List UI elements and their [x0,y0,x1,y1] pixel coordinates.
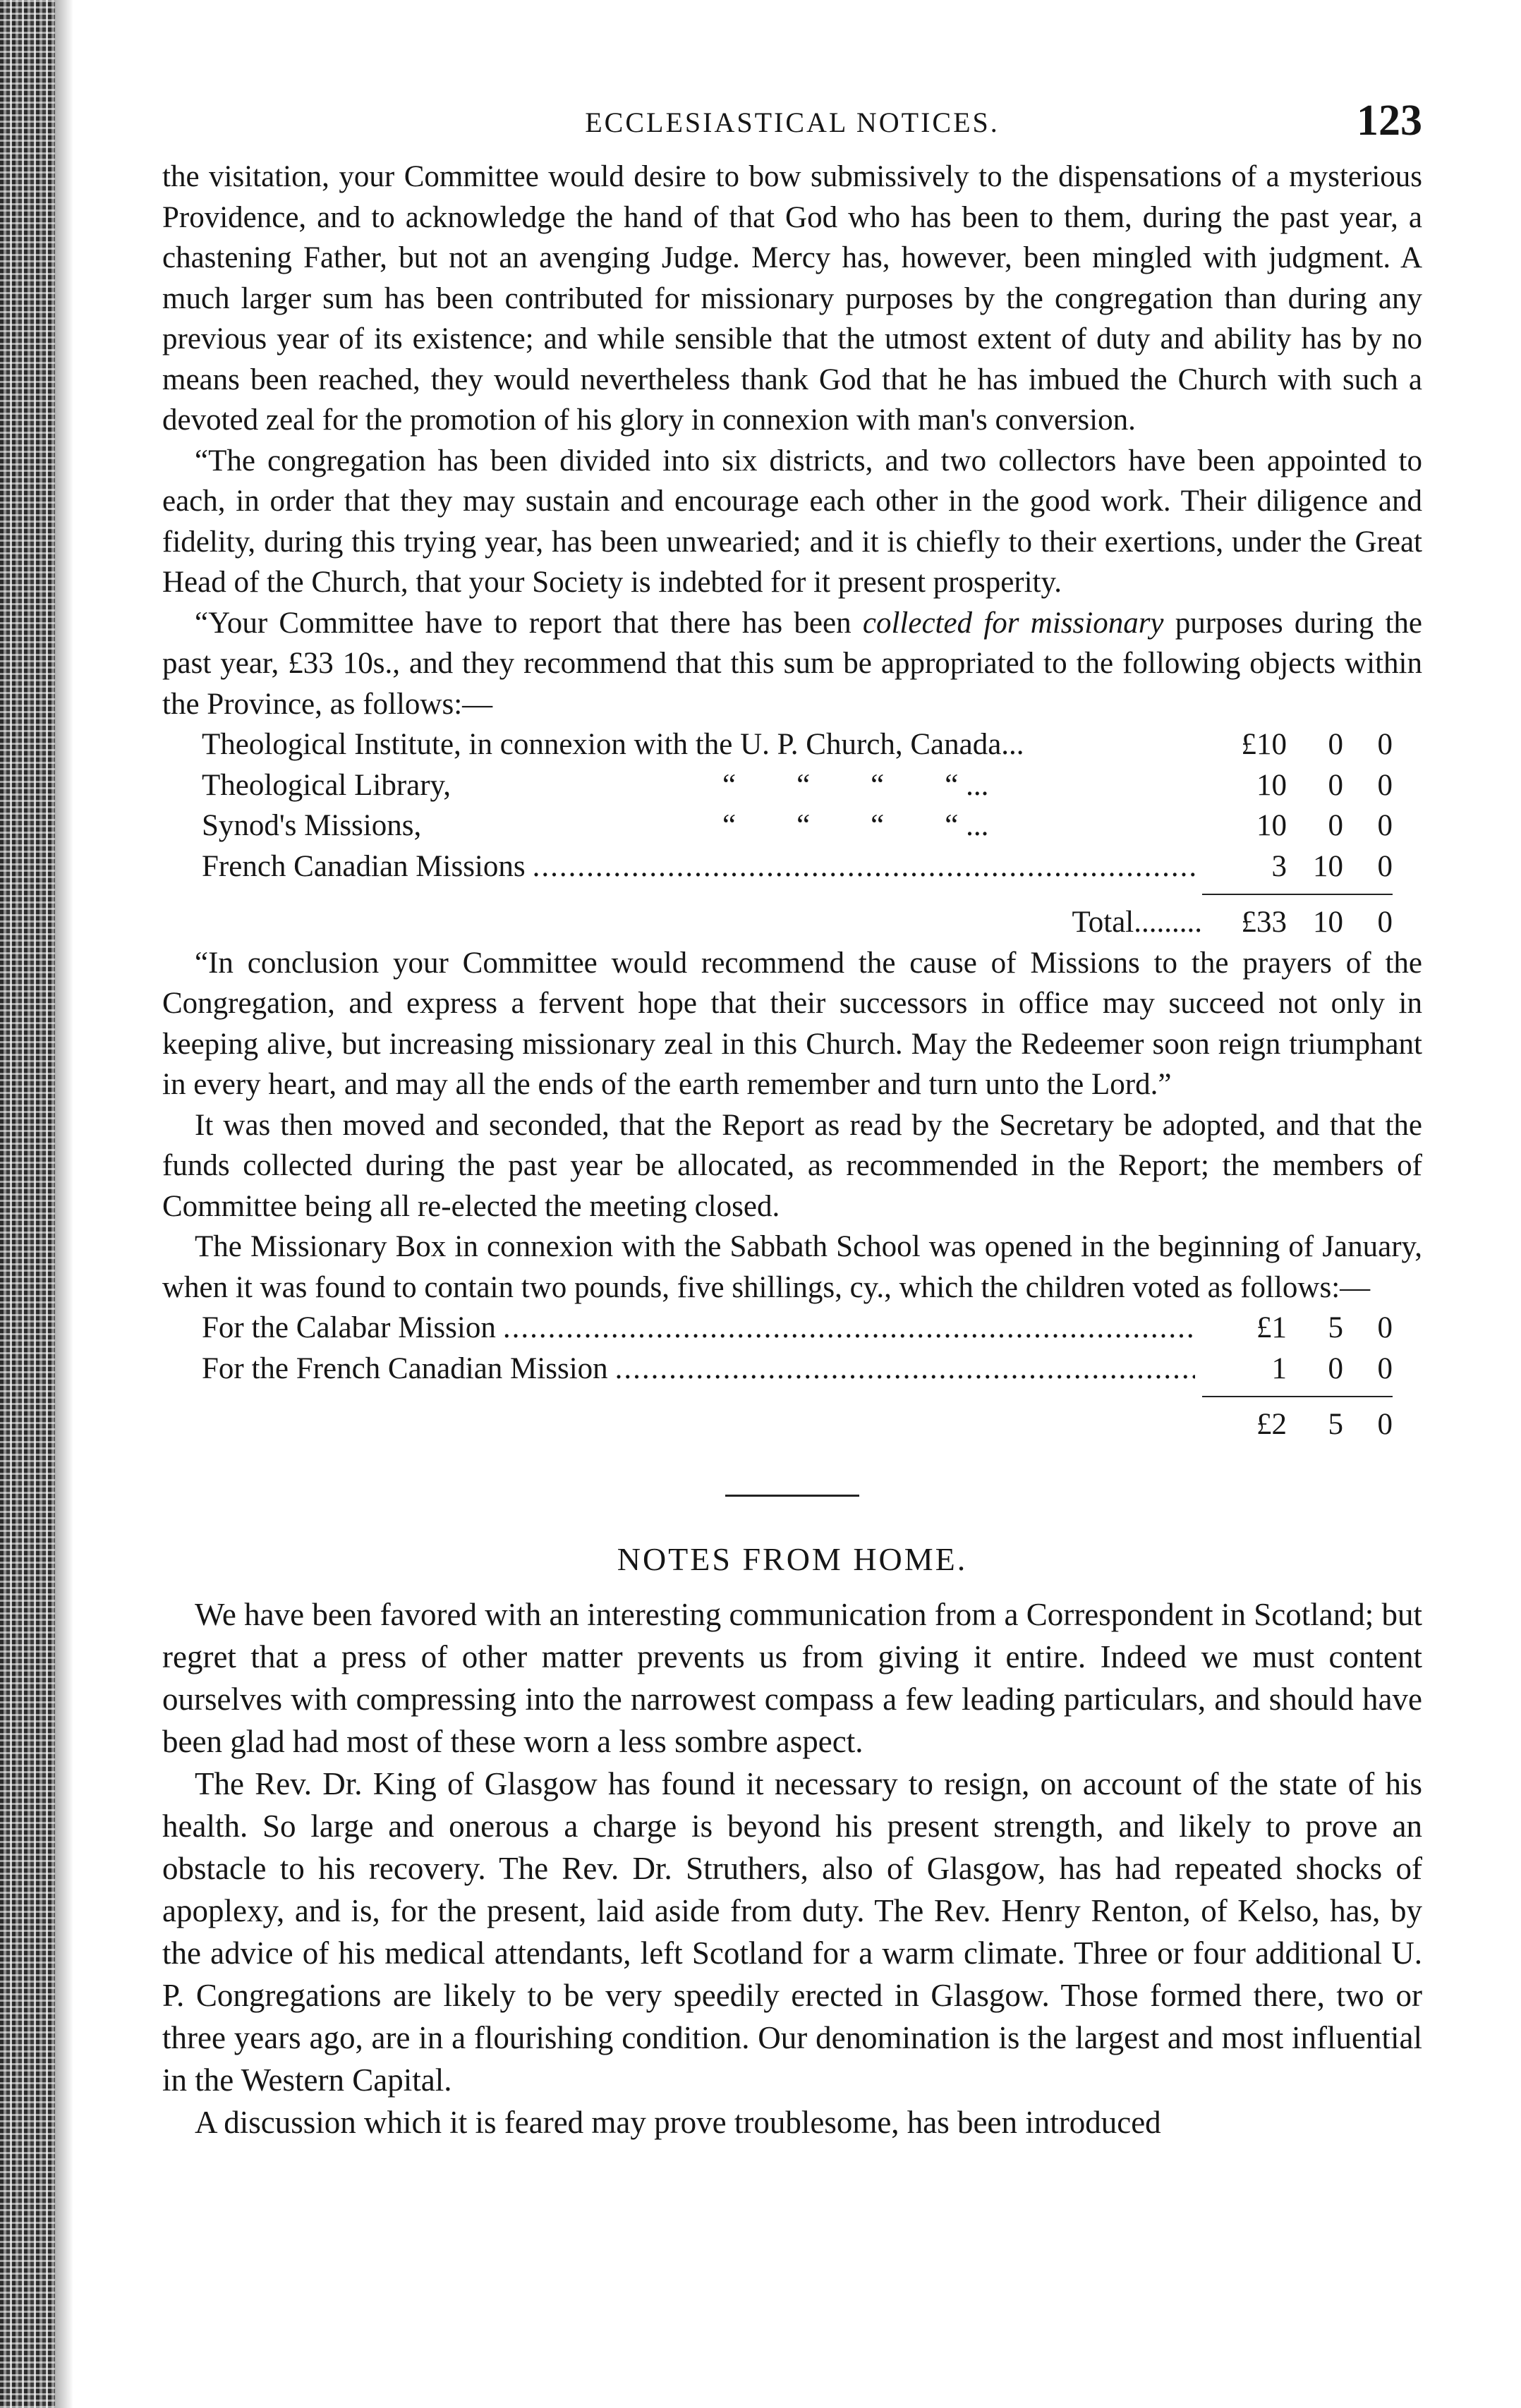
amount-pounds: 10 [1256,809,1287,842]
amount-shillings: 0 [1328,768,1343,802]
allocation-row [202,846,1393,887]
report-paragraph-3-text-b: purposes during the past year, £33 10s., and they recommend that this sum be appropriated to the following objects within the Province, as follows:— [162,606,1422,721]
allocation-label: French Canadian Missions [202,849,526,883]
amount-shillings: 5 [1328,1311,1343,1344]
amount-shillings: 0 [1328,809,1343,842]
total-shillings: 10 [1313,906,1343,939]
amount-shillings: 0 [1328,1351,1343,1385]
total-pounds: £2 [1256,1408,1287,1441]
amount-pence: 0 [1377,849,1393,883]
allocation-row [202,724,1393,765]
section-heading: NOTES FROM HOME. [617,1540,968,1577]
dot-leader [615,1349,1195,1390]
page-number: 123 [1357,97,1422,145]
total-pounds: £33 [1241,906,1287,939]
sabbath-school-row [202,1308,1393,1349]
amount-pence: 0 [1377,728,1393,761]
conclusion-paragraph: “In conclusion your Committee would recommend the cause of Missions to the prayers of the Congregation, and express a fervent hope that their successors in office may succeed not only in keeping alive, but increasing missionary zeal in this Church. May the Redeemer soon reign triumphant in every heart, and may all the ends of the earth remember and turn unto the Lord.” [162,946,1422,1101]
report-paragraph-1: the visitation, your Committee would desire to bow submissively to the dispensations of a mysterious Providence, and to acknowledge the hand of that God who has been to them, during the past year, a chastening Father, but not an avenging Judge. Mercy has, however, been mingled with judgment. A much larger sum has been contributed for missionary purposes by the congregation than during any previous year of its existence; and while sensible that the utmost extent of duty and ability has by no means been reached, they would nevertheless thank God that he has imbued the Church with such a devoted zeal for the promotion of his glory in connexion with man's conversion. [162,160,1422,437]
amount-pounds: £10 [1241,728,1287,761]
page-content [162,97,1422,2144]
allocation-label: Synod's Missions, [202,809,422,842]
ditto-marks: “ “ “ “ ... [722,809,989,842]
total-amount [1202,902,1393,943]
allocation-amount [1202,846,1393,887]
resolution-paragraph: It was then moved and seconded, that the Report as read by the Secretary be adopted, and that the funds collected during the past year be allocated, as recommended in the Report; the members of Committee being all re-elected the meeting closed. [162,1108,1422,1223]
total-shillings: 5 [1328,1408,1343,1441]
allocation-label: Theological Library, [202,768,452,802]
missionary-box-paragraph: The Missionary Box in connexion with the Sabbath School was opened in the beginning of January, when it was found to contain two pounds, five shillings, cy., which the children voted as follows:— [162,1230,1422,1304]
sum-rule [1202,894,1393,895]
sabbath-school-amount [1202,1349,1393,1390]
notes-paragraph-3: A discussion which it is feared may prove troublesome, has been introduced [195,2104,1161,2140]
allocation-row [202,765,1393,806]
total-label: Total......... [1072,906,1202,939]
amount-pence: 0 [1377,809,1393,842]
allocation-amount [1202,805,1393,846]
running-title: ECCLESIASTICAL NOTICES. [585,107,1000,138]
sabbath-school-total-row [202,1404,1393,1445]
allocation-row [202,805,1393,846]
sabbath-school-label: For the Calabar Mission [202,1311,496,1344]
dot-leader [503,1308,1195,1349]
amount-pence: 0 [1377,1351,1393,1385]
allocation-total-row [202,902,1393,943]
amount-shillings: 10 [1313,849,1343,883]
dot-leader [533,846,1195,887]
section-divider [725,1495,859,1497]
total-pence: 0 [1377,1408,1393,1441]
allocation-label: Theological Institute, in connexion with the U. P. Church, Canada... [202,728,1024,761]
amount-pence: 0 [1377,768,1393,802]
amount-pounds: 1 [1271,1351,1287,1385]
notes-paragraph-1: We have been favored with an interesting communication from a Correspondent in Scotland; but regret that a press of other matter prevents us from giving it entire. Indeed we must content ourselves with compressing into the narrowest compass a few leading particulars, and should have been glad had most of these worn a less sombre aspect. [162,1596,1422,1759]
allocation-amount [1202,765,1393,806]
sabbath-school-table [202,1308,1393,1445]
allocation-table [202,724,1393,943]
amount-shillings: 0 [1328,728,1343,761]
running-head [162,97,1422,157]
sabbath-school-total [1202,1404,1393,1445]
report-paragraph-3 [162,603,1422,725]
sabbath-school-amount [1202,1308,1393,1349]
binding-shadow [55,0,73,2408]
report-paragraph-3-italic: collected for missionary [862,606,1164,640]
amount-pounds: 10 [1256,768,1287,802]
amount-pence: 0 [1377,1311,1393,1344]
amount-pounds: 3 [1271,849,1287,883]
ditto-marks: “ “ “ “ ... [722,768,989,802]
amount-pounds: £1 [1256,1311,1287,1344]
total-pence: 0 [1377,906,1393,939]
sabbath-school-row [202,1349,1393,1390]
sabbath-school-label: For the French Canadian Mission [202,1351,608,1385]
notes-paragraph-2: The Rev. Dr. King of Glasgow has found it necessary to resign, on account of the state of his health. So large and onerous a charge is beyond his present strength, and likely to prove an obstacle to his recovery. The Rev. Dr. Struthers, also of Glasgow, has had repeated shocks of apoplexy, and is, for the present, laid aside from duty. The Rev. Henry Renton, of Kelso, has, by the advice of his medical attendants, left Scotland for a warm climate. Three or four additional U. P. Congregations are likely to be very speedily erected in Glasgow. Those formed there, two or three years ago, are in a flourishing condition. Our denomination is the largest and most influential in the Western Capital. [162,1765,1422,2098]
report-paragraph-2: “The congregation has been divided into six districts, and two collectors have been appointed to each, in order that they may sustain and encourage each other in the good work. Their diligence and fidelity, during this trying year, has been unwearied; and it is chiefly to their exertions, under the Great Head of the Church, that your Society is indebted for it present prosperity. [162,444,1422,599]
allocation-amount [1202,724,1393,765]
report-paragraph-3-text-a: “Your Committee have to report that there has been [195,606,863,640]
sum-rule [1202,1396,1393,1397]
book-binding-edge [0,0,55,2408]
